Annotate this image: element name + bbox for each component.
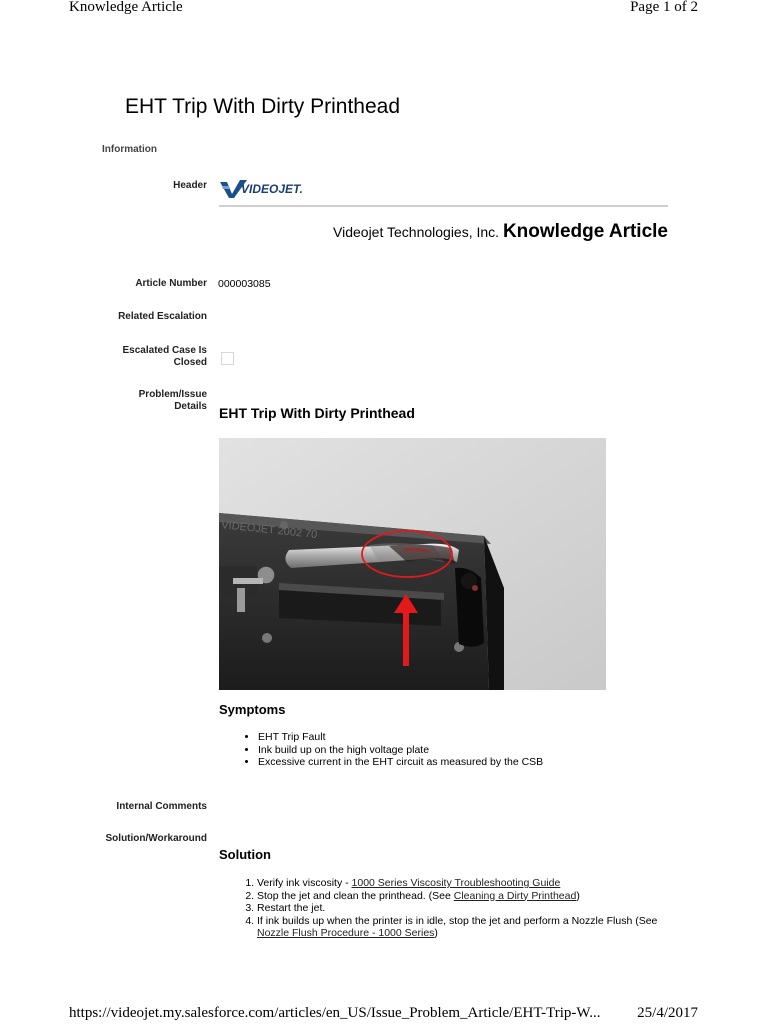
article-title: EHT Trip With Dirty Printhead (125, 95, 401, 118)
article-number-value: 000003085 (218, 278, 271, 290)
escalated-closed-checkbox[interactable] (221, 352, 234, 365)
problem-details-label: Problem/Issue Details (138, 389, 207, 412)
list-item: 2. Stop the jet and clean the printhead. (See Cleaning a Dirty Printhead) (257, 890, 660, 903)
page-number: Page 1 of 2 (630, 0, 698, 15)
viscosity-guide-link[interactable]: 1000 Series Viscosity Troubleshooting Guide (351, 877, 561, 889)
solution-heading: Solution (219, 847, 271, 862)
footer-date: 25/4/2017 (637, 1005, 698, 1021)
printhead-photo (219, 438, 606, 690)
cleaning-printhead-link[interactable]: Cleaning a Dirty Printhead (453, 889, 577, 902)
list-item: • Ink build up on the high voltage plate (258, 744, 543, 757)
list-item: 4. If ink builds up when the printer is in idle, stop the jet and perform a Nozzle Flush (See Nozzle Flush Procedure - 1000 Series) (257, 915, 660, 940)
nozzle-flush-link[interactable]: Nozzle Flush Procedure - 1000 Series (257, 927, 435, 939)
footer-url: https://videojet.my.salesforce.com/articles/en_US/Issue_Problem_Article/EHT-Trip-W... (69, 1005, 601, 1021)
company-name: Videojet Technologies, Inc. (333, 224, 500, 240)
knowledge-article-banner: Knowledge Article (502, 221, 668, 242)
symptoms-list (244, 731, 543, 769)
internal-comments-label: Internal Comments (116, 801, 207, 812)
list-item: 1. Verify ink viscosity - 1000 Series Viscosity Troubleshooting Guide (257, 877, 660, 890)
list-item: • Excessive current in the EHT circuit as measured by the CSB (258, 756, 543, 769)
related-escalation-label: Related Escalation (118, 311, 207, 322)
videojet-logo (219, 177, 331, 204)
article-number-label: Article Number (135, 278, 207, 289)
solution-workaround-label: Solution/Workaround (105, 833, 207, 844)
problem-heading: EHT Trip With Dirty Printhead (219, 405, 415, 421)
escalated-closed-label: Escalated Case Is Closed (122, 345, 207, 368)
header-rule (219, 205, 668, 207)
list-item: 3. Restart the jet. (257, 902, 660, 915)
page-header-title: Knowledge Article (69, 0, 183, 15)
svg-text:VIDEOJET 2002 70: VIDEOJET 2002 70 (220, 519, 318, 542)
symptoms-heading: Symptoms (219, 702, 286, 717)
solution-steps (240, 877, 660, 940)
section-information-label: Information (102, 144, 157, 155)
logo-wordmark: VIDEOJET. (241, 182, 303, 196)
knowledge-banner (333, 221, 668, 243)
list-item: • EHT Trip Fault (258, 731, 543, 744)
header-field-label: Header (173, 180, 207, 191)
